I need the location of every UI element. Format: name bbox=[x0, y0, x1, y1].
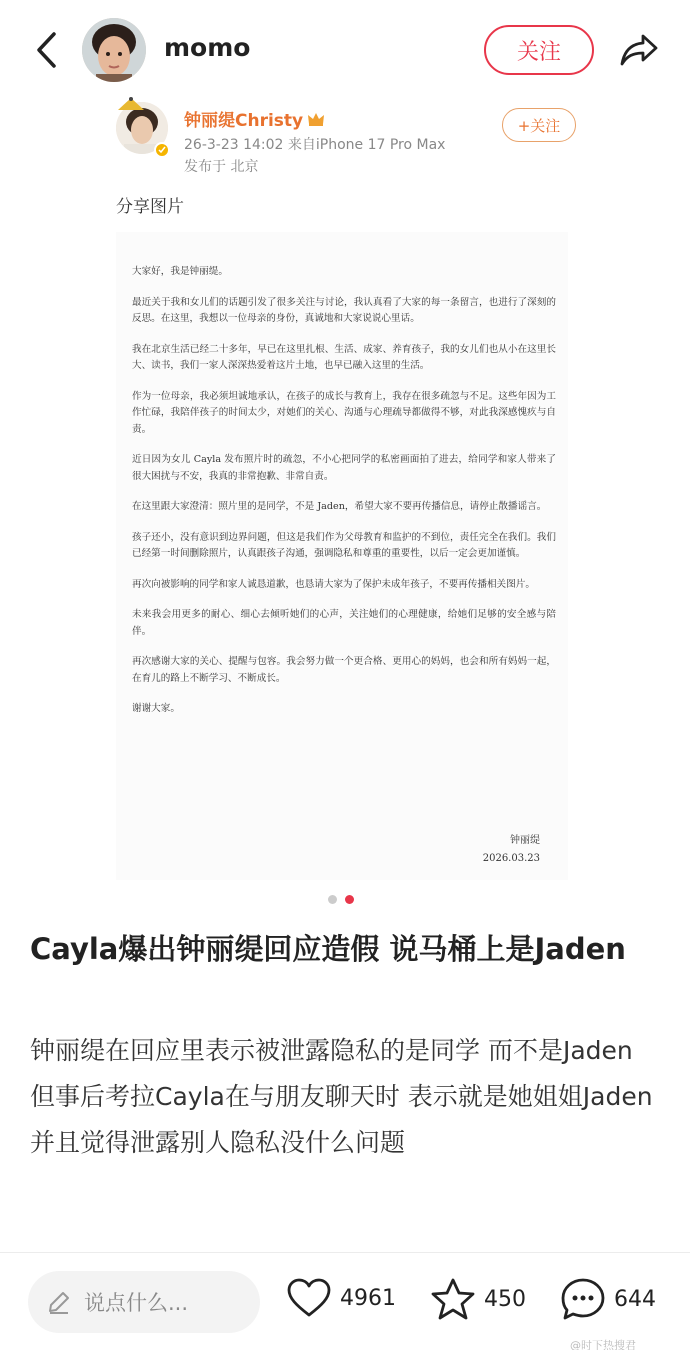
comment-placeholder: 说点什么... bbox=[84, 1291, 189, 1315]
like-button[interactable] bbox=[286, 1277, 396, 1319]
pencil-icon bbox=[46, 1289, 72, 1315]
back-button[interactable] bbox=[26, 28, 66, 72]
letter-paragraph: 再次感谢大家的关心、提醒与包容。我会努力做一个更合格、更用心的妈妈，也会和所有妈妈一起，在育儿的路上不断学习、不断成长。 bbox=[132, 656, 556, 684]
letter-paragraph: 谢谢大家。 bbox=[132, 703, 180, 714]
heart-icon bbox=[286, 1277, 332, 1319]
crown-icon bbox=[307, 111, 325, 127]
user-avatar[interactable] bbox=[82, 18, 146, 82]
share-caption: 分享图片 bbox=[116, 197, 184, 217]
watermark: @时下热搜君 bbox=[570, 1339, 636, 1350]
letter-paragraph: 孩子还小，没有意识到边界问题，但这是我们作为父母教育和监护的不到位，责任完全在我们。我们已经第一时间删除照片，认真跟孩子沟通，强调隐私和尊重的重要性，以后一定会更加谨慎。 bbox=[132, 531, 556, 559]
favorite-count: 450 bbox=[484, 1286, 526, 1312]
top-header bbox=[0, 0, 690, 100]
repost-location: 发布于 北京 bbox=[184, 159, 259, 175]
party-hat-icon bbox=[116, 96, 146, 112]
post-title: Cayla爆出钟丽缇回应造假 说马桶上是Jaden bbox=[30, 932, 626, 966]
post-line: 并且觉得泄露别人隐私没什么问题 bbox=[30, 1128, 406, 1157]
letter-paragraph: 近日因为女儿 Cayla 发布照片时的疏忽，不小心把同学的私密画面拍了进去，给同学和家人带来了很大困扰与不安，我真的非常抱歉、非常自责。 bbox=[132, 454, 556, 482]
letter-paragraph: 我在北京生活已经二十多年，早已在这里扎根、生活、成家、养育孩子，我的女儿们也从小在这里长大、读书，我们一家人深深热爱着这片土地，也早已融入这里的生活。 bbox=[132, 343, 556, 371]
repost-author-avatar[interactable] bbox=[116, 102, 168, 154]
image-pager[interactable] bbox=[328, 895, 354, 904]
follow-button[interactable]: 关注 bbox=[484, 25, 594, 75]
bottom-action-bar bbox=[0, 1252, 690, 1350]
repost-meta: 26-3-23 14:02 来自iPhone 17 Pro Max bbox=[184, 137, 446, 153]
chevron-left-icon bbox=[34, 30, 58, 70]
letter-paragraph: 作为一位母亲，我必须坦诚地承认，在孩子的成长与教育上，我存在很多疏忽与不足。这些年因为工作忙碌，我陪伴孩子的时间太少，对她们的关心、沟通与心理疏导都做得不够，对此我深感愧疚与自责。 bbox=[132, 390, 556, 435]
like-count: 4961 bbox=[340, 1285, 396, 1311]
letter-paragraph: 未来我会用更多的耐心、细心去倾听她们的心声，关注她们的心理健康，给她们足够的安全感与陪伴。 bbox=[132, 609, 556, 637]
share-button[interactable] bbox=[616, 28, 662, 72]
letter-paragraph: 在这里跟大家澄清：照片里的是同学，不是 Jaden，希望大家不要再传播信息，请停止散播谣言。 bbox=[132, 501, 547, 512]
star-icon bbox=[430, 1277, 476, 1321]
post-line: 钟丽缇在回应里表示被泄露隐私的是同学 而不是Jaden bbox=[30, 1036, 633, 1065]
username[interactable]: momo bbox=[164, 33, 251, 62]
signature-date: 2026.03.23 bbox=[482, 853, 540, 864]
repost-author-name[interactable] bbox=[184, 106, 325, 131]
comment-input[interactable] bbox=[28, 1271, 260, 1333]
pager-dot[interactable] bbox=[328, 895, 337, 904]
repost-follow-button[interactable]: +关注 bbox=[502, 108, 576, 142]
letter-paragraph: 再次向被影响的同学和家人诚恳道歉，也恳请大家为了保护未成年孩子，不要再传播相关图片。 bbox=[132, 578, 535, 590]
letter-paragraph: 最近关于我和女儿们的话题引发了很多关注与讨论，我认真看了大家的每一条留言，也进行了深刻的反思。在这里，我想以一位母亲的身份，真诚地和大家说说心里话。 bbox=[132, 296, 556, 324]
comment-count: 644 bbox=[614, 1286, 656, 1312]
pager-dot-active[interactable] bbox=[345, 895, 354, 904]
post-line: 但事后考拉Cayla在与朋友聊天时 表示就是她姐姐Jaden bbox=[30, 1082, 653, 1111]
post-body bbox=[30, 1028, 660, 1166]
comment-button[interactable] bbox=[560, 1277, 656, 1321]
repost-author-label: 钟丽缇Christy bbox=[184, 111, 304, 131]
verified-badge-icon bbox=[154, 142, 170, 158]
favorite-button[interactable] bbox=[430, 1277, 526, 1321]
letter-signature bbox=[483, 832, 540, 868]
signature-name: 钟丽缇 bbox=[510, 835, 540, 846]
share-icon bbox=[619, 32, 659, 68]
comment-bubble-icon bbox=[560, 1277, 606, 1321]
statement-image[interactable] bbox=[116, 232, 568, 880]
letter-paragraph: 大家好，我是钟丽缇。 bbox=[132, 266, 228, 277]
